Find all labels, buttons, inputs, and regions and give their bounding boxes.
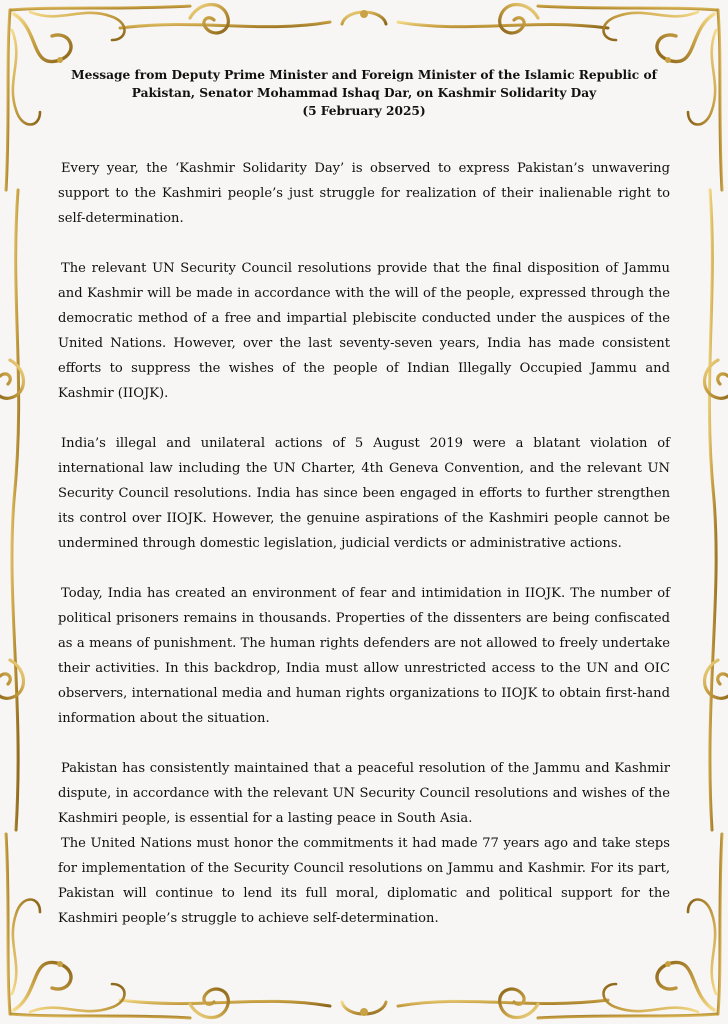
paragraph-un-resolutions: The relevant UN Security Council resolutions provide that the final disposition of Jammu and Kashmir will be made in accordance with the will of the people, expressed through the democratic method of a free and impartial plebiscite conducted under the auspices of the United Nations. However, over the last seventy-seven years, India has made consistent efforts to suppress the wishes of the people of Indian Illegally Occupied Jammu and Kashmir (IIOJK).: [58, 261, 670, 401]
paragraph-solidarity-day: Every year, the ‘Kashmir Solidarity Day’ is observed to express Pakistan’s unwavering support to the Kashmiri people’s just struggle for realization of their inalienable right to self-determination.: [58, 161, 670, 226]
title-line: Message from Deputy Prime Minister and Foreign Minister of the Islamic Republic of: [71, 68, 657, 82]
title-line: Pakistan, Senator Mohammad Ishaq Dar, on Kashmir Solidarity Day: [131, 86, 597, 100]
message-body: [58, 66, 670, 956]
document-title: [58, 66, 670, 120]
paragraph-peaceful-resolution: Pakistan has consistently maintained that a peaceful resolution of the Jammu and Kashmir dispute, in accordance with the relevant UN Security Council resolutions and wishes of the Kashmiri people, is essential for a lasting peace in South Asia.: [58, 761, 670, 826]
paragraph-august-2019: India’s illegal and unilateral actions of 5 August 2019 were a blatant violation of international law including the UN Charter, 4th Geneva Convention, and the relevant UN Security Council resolutions. India has since been engaged in efforts to further strengthen its control over IIOJK. However, the genuine aspirations of the Kashmiri people cannot be undermined through domestic legislation, judicial verdicts or administrative actions.: [58, 436, 670, 551]
paragraph-fear-intimidation: Today, India has created an environment of fear and intimidation in IIOJK. The number of political prisoners remains in thousands. Properties of the dissenters are being confiscated as a means of punishment. The human rights defenders are not allowed to freely undertake their activities. In this backdrop, India must allow unrestricted access to the UN and OIC observers, international media and human rights organizations to IIOJK to obtain first-hand information about the situation.: [58, 586, 670, 726]
paragraph-un-commitments: The United Nations must honor the commitments it had made 77 years ago and take steps for implementation of the Security Council resolutions on Jammu and Kashmir. For its part, Pakistan will continue to lend its full moral, diplomatic and political support for the Kashmiri people’s struggle to achieve self-determination.: [58, 836, 670, 926]
title-date: (5 February 2025): [302, 104, 426, 118]
